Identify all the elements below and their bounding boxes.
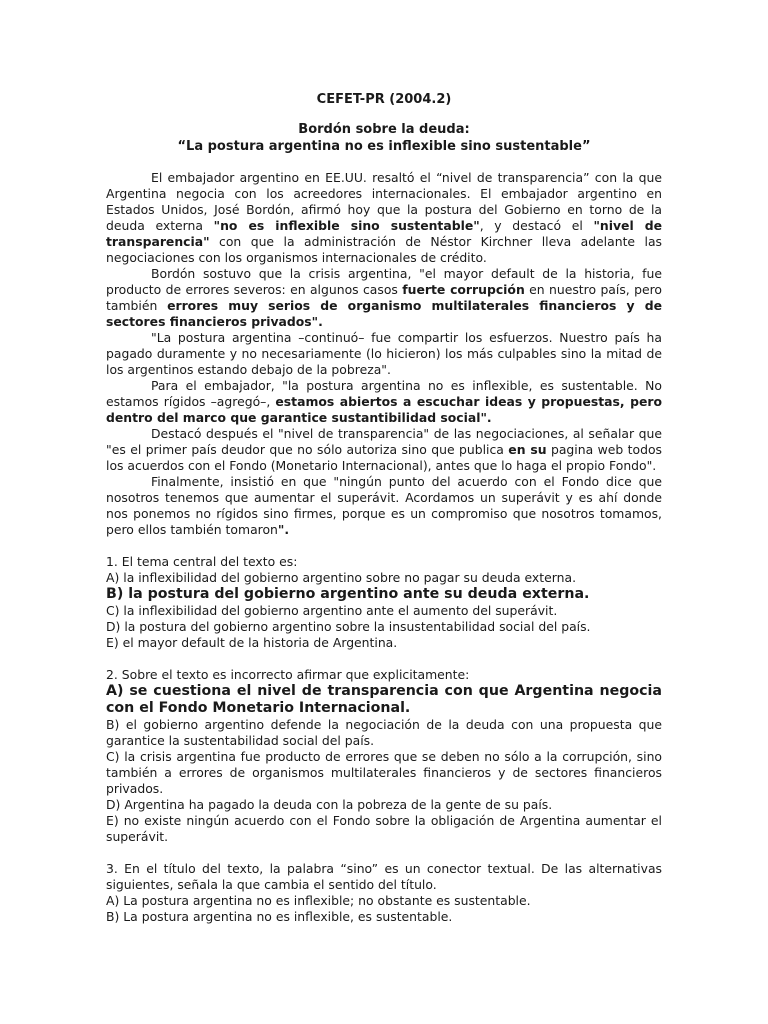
question-stem: 2. Sobre el texto es incorrecto afirmar que explicitamente: bbox=[106, 667, 470, 682]
option-c: C) la crisis argentina fue producto de errores que se deben no sólo a la corrupción, sino también a errores de organismos multilaterales financieros y de sectores financieros privados. bbox=[106, 749, 662, 796]
paragraph-3 bbox=[106, 330, 662, 378]
text-span: Bordón sostuvo que la crisis argentina, "el mayor default de la historia, fue producto de errores severos: en algunos casos bbox=[106, 266, 662, 297]
question-1 bbox=[106, 554, 662, 651]
article-title bbox=[106, 121, 662, 155]
question-2 bbox=[106, 667, 662, 845]
text-span: Finalmente, insistió en que "ningún punto del acuerdo con el Fondo dice que nosotros tenemos que aumentar el superávit. Acordamos un superávit y es ahí donde nos ponemos no rígidos sino firmes, porque es un compromiso que nosotros tomamos, pero ellos también tomaron bbox=[106, 474, 662, 537]
option-a: A) La postura argentina no es inflexible; no obstante es sustentable. bbox=[106, 893, 531, 908]
paragraph-6 bbox=[106, 474, 662, 538]
bold-span: "no es inflexible sino sustentable" bbox=[213, 218, 480, 233]
paragraph-1 bbox=[106, 170, 662, 266]
option-a: A) la inflexibilidad del gobierno argentino sobre no pagar su deuda externa. bbox=[106, 570, 577, 585]
option-d: D) Argentina ha pagado la deuda con la pobreza de la gente de su país. bbox=[106, 797, 553, 812]
option-b: B) el gobierno argentino defende la negociación de la deuda con una propuesta que garantice la sustentabilidad social del país. bbox=[106, 717, 662, 748]
paragraph-2 bbox=[106, 266, 662, 330]
text-span: Destacó después el "nivel de transparencia" de las negociaciones, al señalar que "es el primer país deudor que no sólo autoriza sino que publica bbox=[106, 426, 662, 457]
option-a: A) se cuestiona el nivel de transparencia con que Argentina negocia con el Fondo Monetario Internacional. bbox=[106, 683, 662, 716]
option-b: B) La postura argentina no es inflexible, es sustentable. bbox=[106, 909, 453, 924]
question-stem: 1. El tema central del texto es: bbox=[106, 554, 298, 569]
question-stem: 3. En el título del texto, la palabra “sino” es un conector textual. De las alternativas siguientes, señala la que cambia el sentido del título. bbox=[106, 861, 662, 892]
option-e: E) el mayor default de la historia de Argentina. bbox=[106, 635, 398, 650]
text-span: con que la administración de Néstor Kirchner lleva adelante las negociaciones con los organismos internacionales de crédito. bbox=[106, 234, 662, 265]
text-span: "La postura argentina –continuó– fue compartir los esfuerzos. Nuestro país ha pagado duramente y no necesariamente (lo hicieron) los más culpables sino la mitad de los argentinos estando debajo de la pobreza". bbox=[106, 330, 662, 377]
option-b: B) la postura del gobierno argentino ante su deuda externa. bbox=[106, 586, 590, 602]
title-line-1: Bordón sobre la deuda: bbox=[298, 122, 470, 137]
text-span: , y destacó el bbox=[479, 218, 594, 233]
title-line-2: “La postura argentina no es inflexible sino sustentable” bbox=[177, 139, 591, 154]
option-c: C) la inflexibilidad del gobierno argentino ante el aumento del superávit. bbox=[106, 603, 558, 618]
bold-span: ". bbox=[277, 522, 290, 537]
option-d: D) la postura del gobierno argentino sobre la insustentabilidad social del país. bbox=[106, 619, 591, 634]
paragraph-5 bbox=[106, 426, 662, 474]
bold-span: "nivel de transparencia" bbox=[106, 218, 662, 249]
paragraph-4 bbox=[106, 378, 662, 426]
article-body bbox=[106, 170, 662, 538]
document-page bbox=[106, 92, 662, 925]
text-span: pagina web todos los acuerdos con el Fondo (Monetario Internacional), antes que lo haga el propio Fondo". bbox=[106, 442, 662, 473]
text-span: Para el embajador, "la postura argentina no es inflexible, es sustentable. No estamos rígidos –agregó–, bbox=[106, 378, 662, 409]
text-span: en nuestro país, pero también bbox=[106, 282, 663, 313]
question-3 bbox=[106, 861, 662, 925]
option-e: E) no existe ningún acuerdo con el Fondo sobre la obligación de Argentina aumentar el superávit. bbox=[106, 813, 662, 844]
text-span: El embajador argentino en EE.UU. resaltó el “nivel de transparencia” con la que Argentina negocia con los acreedores internacionales. El embajador argentino en Estados Unidos, José Bordón, afirmó hoy que la postura del Gobierno en torno de la deuda externa bbox=[106, 170, 662, 233]
bold-span: en su bbox=[508, 442, 547, 457]
bold-span: estamos abiertos a escuchar ideas y propuestas, pero dentro del marco que garantice sustantibilidad social". bbox=[106, 394, 662, 425]
bold-span: errores muy serios de organismo multilaterales financieros y de sectores financieros privados". bbox=[106, 298, 662, 329]
exam-header: CEFET-PR (2004.2) bbox=[316, 92, 452, 107]
bold-span: fuerte corrupción bbox=[402, 282, 525, 297]
